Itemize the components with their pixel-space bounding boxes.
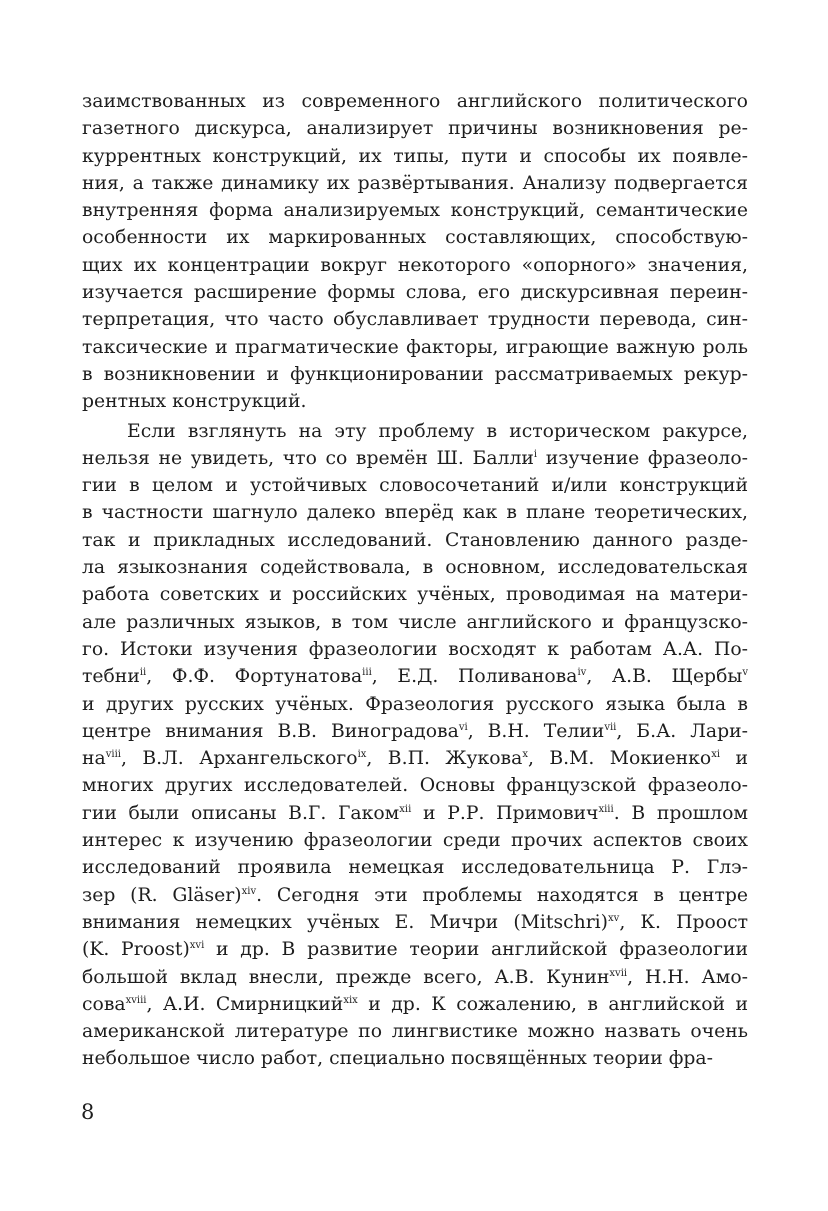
text-line [82, 909, 748, 936]
text-line [82, 143, 748, 170]
footnote-ref: iii [362, 667, 372, 679]
footnote-ref: i [533, 448, 538, 460]
text-segment: интерес к изучению фразеологии среди прочих аспектов своих [82, 830, 748, 852]
text-segment: гии были описаны В.Г. Гаком [82, 802, 400, 824]
text-segment: терпретация, что часто обуславливает трудности перевода, син- [82, 309, 748, 331]
text-line [82, 745, 748, 772]
text-line [82, 691, 748, 718]
text-segment: изучение фразеоло- [537, 447, 748, 469]
text-line [82, 170, 748, 197]
text-segment: , Н.Н. Амо- [627, 966, 748, 988]
text-line [82, 388, 748, 415]
text-line [82, 197, 748, 224]
footnote-ref: vii [604, 721, 617, 733]
footnote-ref: iv [577, 667, 587, 679]
text-segment: работа советских и российских учёных, проводимая на матери- [82, 584, 748, 606]
footnote-ref: xix [343, 994, 358, 1006]
text-segment: . Сегодня эти проблемы находятся в центре [256, 884, 748, 906]
text-line [82, 964, 748, 991]
text-line [82, 800, 748, 827]
text-segment: в частности шагнуло далеко вперёд как в плане теоретических, [82, 502, 748, 524]
text-line [82, 279, 748, 306]
text-segment: таксические и прагматические факторы, играющие важную роль [82, 336, 748, 358]
text-segment: в возникновении и функционировании рассматриваемых рекур- [82, 363, 748, 385]
text-line [82, 252, 748, 279]
text-line [82, 1045, 748, 1072]
text-segment: так и прикладных исследований. Становлению данного разде- [82, 529, 748, 551]
footnote-ref: xv [608, 912, 620, 924]
text-segment: и других русских учёных. Фразеология русского языка была в [82, 693, 748, 715]
paragraph-history [82, 418, 748, 1073]
text-segment: исследований проявила немецкая исследовательница Р. Глэ- [82, 857, 748, 879]
text-line [82, 854, 748, 881]
text-segment: внутренняя форма анализируемых конструкций, семантические [82, 200, 748, 222]
footnote-ref: xiv [241, 885, 257, 897]
text-line [82, 527, 748, 554]
text-segment: нельзя не увидеть, что со времён Ш. Балли [82, 447, 534, 469]
text-segment: и др. В развитие теории английской фразеологии [204, 939, 748, 961]
text-segment: ла языкознания содействовала, в основном, исследовательская [82, 557, 748, 579]
text-line [82, 418, 748, 445]
text-line [82, 991, 748, 1018]
text-segment: го. Истоки изучения фразеологии восходят к работам А.А. По- [82, 638, 748, 660]
text-segment: Если взглянуть на эту проблему в историческом ракурсе, [127, 420, 748, 442]
text-line [82, 936, 748, 963]
text-line [82, 115, 748, 142]
text-segment: изучается расширение формы слова, его дискурсивная переин- [82, 282, 748, 304]
text-segment: , А.И. Смирницкий [146, 993, 344, 1015]
text-segment: , Е.Д. Поливанова [371, 666, 578, 688]
book-page [82, 88, 748, 1073]
text-line [82, 445, 748, 472]
text-segment: небольшое число работ, специально посвящённых теории фра- [82, 1048, 713, 1070]
text-segment: куррентных конструкций, их типы, пути и способы их появле- [82, 145, 748, 167]
footnote-ref: viii [105, 749, 121, 761]
text-segment: (K. Proost) [82, 939, 190, 961]
text-segment: и Р.Р. Примович [411, 802, 599, 824]
text-segment: щих их концентрации вокруг некоторого «опорного» значения, [82, 254, 748, 276]
text-segment: зер (R. Gläser) [82, 884, 242, 906]
text-segment: американской литературе по лингвистике можно назвать очень [82, 1021, 748, 1043]
footnote-ref: x [522, 749, 528, 761]
text-segment: , В.Л. Архангельского [120, 748, 358, 770]
text-line [82, 636, 748, 663]
text-segment: , Б.А. Лари- [616, 720, 748, 742]
text-segment: гии в целом и устойчивых словосочетаний и/или конструкций [82, 475, 748, 497]
text-segment: и др. К сожалению, в английской и [357, 993, 748, 1015]
text-line [82, 718, 748, 745]
text-line [82, 361, 748, 388]
footnote-ref: ix [357, 749, 367, 761]
footnote-ref: xvi [189, 940, 205, 952]
text-segment: тебни [82, 666, 140, 688]
text-segment: на [82, 748, 106, 770]
text-line [82, 581, 748, 608]
text-line [82, 663, 748, 690]
body-text [82, 88, 748, 1073]
text-line [82, 882, 748, 909]
text-line [82, 224, 748, 251]
footnote-ref: xiii [598, 803, 614, 815]
text-line [82, 472, 748, 499]
footnote-ref: xi [711, 749, 721, 761]
footnote-ref: ii [139, 667, 147, 679]
text-segment: , А.В. Щербы [586, 666, 743, 688]
text-line [82, 827, 748, 854]
text-segment: заимствованных из современного английского политического [82, 91, 748, 112]
text-segment: внимания немецких учёных Е. Мичри (Mitschri) [82, 911, 609, 933]
text-segment: , Ф.Ф. Фортунатова [146, 666, 363, 688]
footnote-ref: vi [458, 721, 468, 733]
text-line [82, 1018, 748, 1045]
footnote-ref: v [742, 667, 748, 679]
text-line [82, 609, 748, 636]
text-line [82, 554, 748, 581]
page-number: 8 [81, 1100, 95, 1124]
text-segment: , В.П. Жукова [366, 748, 523, 770]
footnote-ref: xvii [609, 967, 628, 979]
text-segment: ния, а также динамику их развёртывания. Анализу подвергается [82, 172, 748, 194]
footnote-ref: xviii [125, 994, 147, 1006]
text-segment: газетного дискурса, анализирует причины возникновения ре- [82, 118, 748, 140]
text-segment: , В.М. Мокиенко [527, 748, 712, 770]
text-line [82, 334, 748, 361]
text-segment: , К. Проост [619, 911, 749, 933]
text-segment: сова [82, 993, 126, 1015]
text-line [82, 499, 748, 526]
text-segment: . В прошлом [613, 802, 748, 824]
paragraph-continuation [82, 88, 748, 416]
footnote-ref: xii [399, 803, 412, 815]
text-segment: рентных конструкций. [82, 391, 307, 413]
text-segment: большой вклад внесли, прежде всего, А.В. Кунин [82, 966, 610, 988]
text-line [82, 772, 748, 799]
text-line [82, 88, 748, 115]
text-segment: , В.Н. Телии [467, 720, 605, 742]
text-line [82, 306, 748, 333]
text-segment: центре внимания В.В. Виноградова [82, 720, 459, 742]
text-segment: и [720, 748, 749, 770]
text-segment: особенности их маркированных составляющих, способствую- [82, 227, 748, 249]
text-segment: але различных языков, в том числе английского и французско- [82, 611, 748, 633]
text-segment: многих других исследователей. Основы французской фразеоло- [82, 775, 748, 797]
